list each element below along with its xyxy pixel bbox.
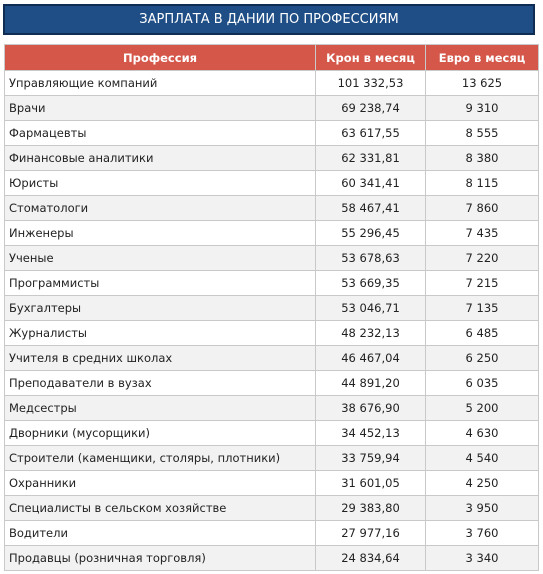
table-row [5,196,539,221]
cell-dkk-per-month: 44 891,20 [316,371,426,396]
cell-profession: Дворники (мусорщики) [5,421,316,446]
cell-eur-per-month: 7 435 [426,221,539,246]
cell-dkk-per-month: 69 238,74 [316,96,426,121]
cell-dkk-per-month: 46 467,04 [316,346,426,371]
table-row [5,496,539,521]
table-row [5,421,539,446]
cell-profession: Водители [5,521,316,546]
cell-dkk-per-month: 33 759,94 [316,446,426,471]
cell-eur-per-month: 7 135 [426,296,539,321]
cell-eur-per-month: 7 220 [426,246,539,271]
cell-dkk-per-month: 31 601,05 [316,471,426,496]
cell-eur-per-month: 3 340 [426,546,539,571]
cell-eur-per-month: 4 540 [426,446,539,471]
cell-profession: Бухгалтеры [5,296,316,321]
cell-eur-per-month: 8 380 [426,146,539,171]
table-row [5,221,539,246]
cell-eur-per-month: 8 555 [426,121,539,146]
cell-dkk-per-month: 29 383,80 [316,496,426,521]
table-row [5,246,539,271]
table-row [5,546,539,571]
table-row [5,271,539,296]
cell-profession: Врачи [5,96,316,121]
cell-eur-per-month: 5 200 [426,396,539,421]
cell-dkk-per-month: 53 046,71 [316,296,426,321]
cell-eur-per-month: 7 860 [426,196,539,221]
salary-table [4,44,539,571]
table-row [5,321,539,346]
cell-dkk-per-month: 55 296,45 [316,221,426,246]
cell-profession: Медсестры [5,396,316,421]
cell-eur-per-month: 4 250 [426,471,539,496]
table-row [5,521,539,546]
table-header-row [5,45,539,71]
cell-profession: Стоматологи [5,196,316,221]
cell-dkk-per-month: 53 669,35 [316,271,426,296]
column-header-profession: Профессия [5,45,316,71]
cell-eur-per-month: 13 625 [426,71,539,96]
cell-profession: Специалисты в сельском хозяйстве [5,496,316,521]
cell-dkk-per-month: 24 834,64 [316,546,426,571]
cell-eur-per-month: 7 215 [426,271,539,296]
cell-eur-per-month: 4 630 [426,421,539,446]
cell-profession: Инженеры [5,221,316,246]
column-header-eur: Евро в месяц [426,45,539,71]
cell-profession: Фармацевты [5,121,316,146]
table-row [5,96,539,121]
cell-profession: Учителя в средних школах [5,346,316,371]
cell-profession: Журналисты [5,321,316,346]
cell-eur-per-month: 3 950 [426,496,539,521]
cell-eur-per-month: 6 035 [426,371,539,396]
cell-profession: Ученые [5,246,316,271]
cell-dkk-per-month: 101 332,53 [316,71,426,96]
cell-dkk-per-month: 58 467,41 [316,196,426,221]
cell-profession: Финансовые аналитики [5,146,316,171]
cell-profession: Юристы [5,171,316,196]
cell-dkk-per-month: 53 678,63 [316,246,426,271]
table-row [5,71,539,96]
cell-dkk-per-month: 27 977,16 [316,521,426,546]
table-row [5,171,539,196]
cell-dkk-per-month: 62 331,81 [316,146,426,171]
cell-eur-per-month: 9 310 [426,96,539,121]
cell-dkk-per-month: 63 617,55 [316,121,426,146]
table-row [5,371,539,396]
column-header-dkk: Крон в месяц [316,45,426,71]
cell-dkk-per-month: 48 232,13 [316,321,426,346]
table-row [5,146,539,171]
cell-profession: Охранники [5,471,316,496]
cell-eur-per-month: 6 250 [426,346,539,371]
cell-profession: Продавцы (розничная торговля) [5,546,316,571]
table-row [5,446,539,471]
cell-eur-per-month: 8 115 [426,171,539,196]
cell-eur-per-month: 6 485 [426,321,539,346]
table-body [5,71,539,571]
table-row [5,471,539,496]
cell-dkk-per-month: 60 341,41 [316,171,426,196]
cell-profession: Строители (каменщики, столяры, плотники) [5,446,316,471]
cell-dkk-per-month: 38 676,90 [316,396,426,421]
table-row [5,346,539,371]
table-row [5,121,539,146]
cell-profession: Управляющие компаний [5,71,316,96]
cell-profession: Преподаватели в вузах [5,371,316,396]
table-row [5,296,539,321]
cell-dkk-per-month: 34 452,13 [316,421,426,446]
cell-profession: Программисты [5,271,316,296]
cell-eur-per-month: 3 760 [426,521,539,546]
table-row [5,396,539,421]
page-title: ЗАРПЛАТА В ДАНИИ ПО ПРОФЕССИЯМ [3,4,535,35]
